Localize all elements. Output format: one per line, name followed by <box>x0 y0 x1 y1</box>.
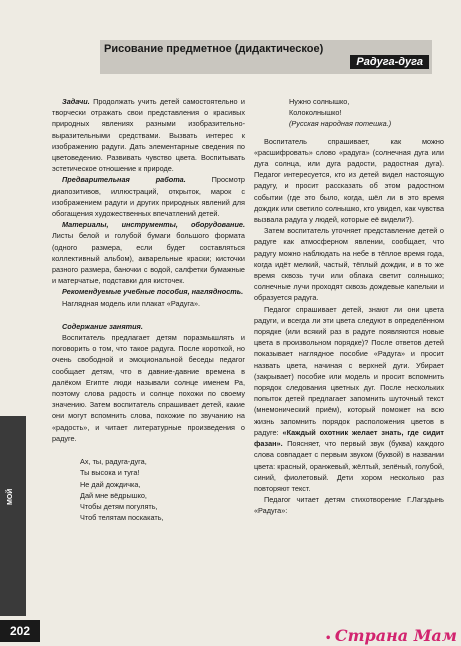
watermark-text: Страна Мам <box>334 626 457 645</box>
side-tab <box>0 416 26 616</box>
poem-line: Чтобы детям погулять, <box>80 501 158 511</box>
materials-paragraph <box>52 219 245 286</box>
spacer <box>52 444 245 456</box>
paragraph-2: Затем воспитатель уточняет представление детей о радуге как атмосферном явлении, сообщает, что радугу можно наблюдать на небе в тёплое время года, когда идёт мелкий, частый, тёплый дождик, и в то же время сквозь тучи или облака светит солнышко; солнечные лучи проходят сквозь дождевые капельки и образуется радуга. <box>254 226 444 303</box>
content-label: Содержание занятия. <box>62 321 143 331</box>
poem-line: Колоколнышко! <box>289 108 342 118</box>
paragraph-4: Педагог читает детям стихотворение Г.Лагздынь «Радуга»: <box>254 495 444 516</box>
poem-line: Чтоб телятам поскакать, <box>80 513 164 523</box>
poem-line: Дай мне вёдрышко, <box>80 490 147 500</box>
mnemonic-phrase: «Каждый охотник желает знать, где сидит фазан». <box>254 427 444 449</box>
poem-line: Ты высока и туга! <box>80 468 140 478</box>
prep-text: Просмотр диапозитивов, иллюстраций, открыток, марок с изображением радуги и других природных явлений для обогащения художественных впечатлений детей. <box>52 175 245 219</box>
paragraph-3-part-b: Поясняет, что первый звук (буква) каждого слова совпадает с первым звуком (буквой) в названии цвета: красный, оранжевый, жёлтый, зелёный, голубой, синий, фиолетовый. Дети хором несколько раз повторяют текст. <box>254 439 444 493</box>
watermark-dots-icon: • <box>325 633 335 644</box>
right-column <box>254 96 444 634</box>
poem <box>52 456 245 523</box>
page-number: 202 <box>0 620 40 642</box>
prep-paragraph <box>52 174 245 219</box>
page-subtitle: Радуга-дуга <box>350 55 429 69</box>
paragraph-3-part-a: Педагог спрашивает детей, знают ли они цвета радуги, и всегда ли эти цвета следуют в определённом порядке (или всякий раз в радуге появляются новые цвета в произвольном порядке)? После ответов детей показывает наглядное пособие «Радуга» и просит назвать цвета, начиная с верхней дуги. Убирает (закрывает) пособие или модель и просит вспомнить порядок следования цветных дуг. После нескольких попыток детей предлагает запомнить шуточный текст (мнемонический приём), который поможет на всю жизнь запомнить порядок расположения цветов в радуге: <box>254 304 444 437</box>
materials-text: Листы белой и голубой бумаги большого формата (одного размера, если будет составляться коллективный альбом), акварельные краски; кисточки разного размера, баночки с водой, салфетки бумажные и матерчатые, подставки для кисточек. <box>52 231 245 286</box>
poem-line: Не дай дождичка, <box>80 479 141 489</box>
poem-line: Ах, ты, радуга-дуга, <box>80 457 147 467</box>
materials-label: Материалы, инструменты, оборудование. <box>62 220 245 230</box>
tasks-text: Продолжать учить детей самостоятельно и творчески отражать свои представления о красивых природных явлениях разными изобразительно-выразительными средствами. Вызвать интерес к изображению радуги. Дать элементарные сведения по цветоведению. Развивать чувство цвета. Воспитывать эстетическое отношение к природе. <box>52 97 245 174</box>
paragraph-1: Воспитатель спрашивает, как можно «расшифровать» слово «радуга» (солнечная дуга или дуга солнца, или дуга радости, радостная дуга). Педагог интересуется, кто из детей видел настоящую радугу, и просит рассказать об этом радостном событии (где это было, когда, шёл ли в это время дождик или светило солнышко, кто увидел, как чувства вызвала радуга у людей, которые её видели?). <box>254 136 444 225</box>
poem-attribution: (Русская народная потешка.) <box>289 119 392 129</box>
page-title: Рисование предметное (дидактическое) <box>104 43 324 55</box>
aids-label: Рекомендуемые учебные пособия, наглядность. <box>62 287 244 297</box>
side-tab-label: МОЙ <box>7 488 14 505</box>
left-column <box>52 96 245 616</box>
prep-label: Предварительная работа. <box>62 175 186 185</box>
spacer <box>52 309 245 321</box>
aids-text: Наглядная модель или плакат «Радуга». <box>62 298 201 308</box>
tasks-label: Задачи. <box>62 97 90 106</box>
poem-end <box>254 96 444 130</box>
tasks-paragraph <box>52 96 245 174</box>
paragraph-3 <box>254 304 444 494</box>
poem-line: Нужно солнышко, <box>289 97 350 106</box>
watermark-logo <box>325 626 457 645</box>
content-text: Воспитатель предлагает детям поразмышлять и поговорить о том, что такое радуга. После короткой, но очень свободной и эмоциональной беседы педагог сообщает детям, что в давние-давние времена в далёком Египте люди называли солнце именем Ра, поэтому слова радость и солнце похожи по своему значению. Затем воспитатель спрашивает детей, какие они могут вспомнить слова, похожие по звучанию на «радость», и читает литературные произведения о радуге. <box>52 333 245 443</box>
